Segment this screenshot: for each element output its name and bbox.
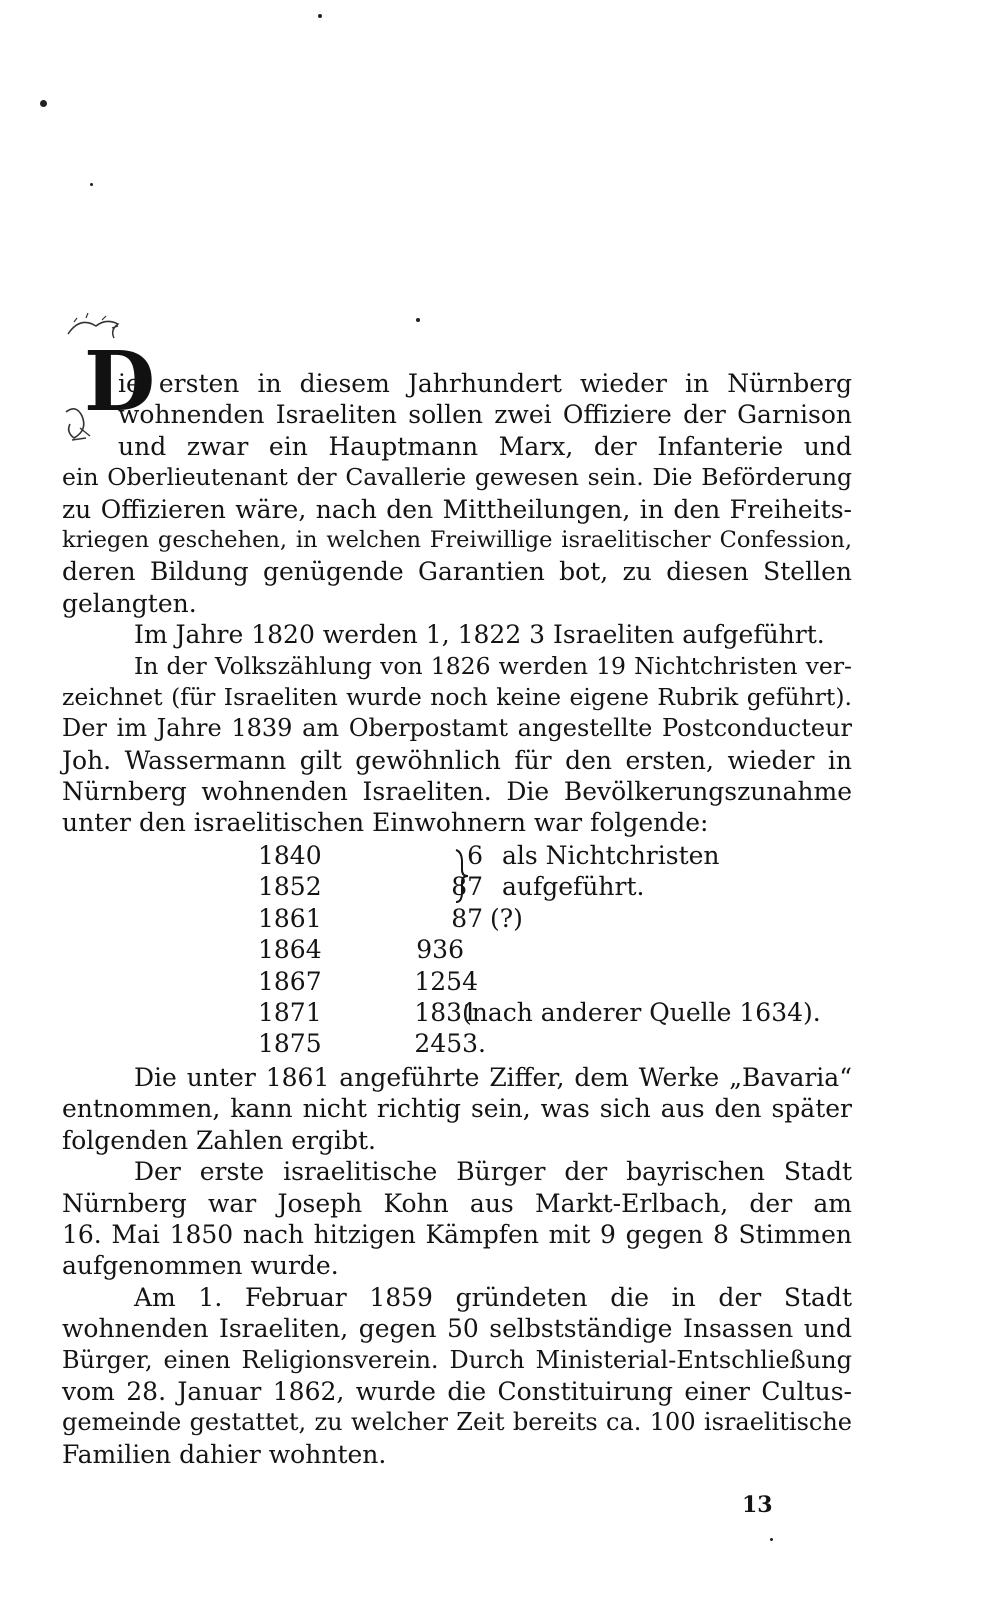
text-line: Joh. Wassermann gilt gewöhnlich für den ersten, wieder in bbox=[62, 745, 852, 775]
brace-icon bbox=[452, 848, 472, 904]
text-line: entnommen, kann nicht richtig sein, was sich aus den später bbox=[62, 1094, 852, 1124]
table-row bbox=[258, 934, 858, 965]
table-value: 1254 bbox=[414, 966, 478, 996]
table-year: 1864 bbox=[258, 935, 322, 965]
text-line: unter den israelitischen Einwohnern war folgende: bbox=[62, 808, 709, 838]
text-line: zeichnet (für Israeliten wurde noch keine eigene Rubrik geführt). bbox=[62, 682, 852, 711]
table-value: 936 bbox=[416, 935, 464, 965]
text-line: zu Offizieren wäre, nach den Mittheilungen, in den Freiheits- bbox=[62, 494, 852, 524]
text-line: In der Volkszählung von 1826 werden 19 Nichtchristen ver- bbox=[134, 651, 852, 680]
table-row bbox=[258, 966, 858, 997]
text-line: Nürnberg war Joseph Kohn aus Markt-Erlbach, der am bbox=[62, 1188, 852, 1218]
table-row bbox=[258, 1028, 858, 1059]
text-line: Im Jahre 1820 werden 1, 1822 3 Israeliten aufgeführt. bbox=[134, 620, 825, 650]
print-speck bbox=[770, 1538, 773, 1541]
text-line: gemeinde gestattet, zu welcher Zeit bereits ca. 100 israelitische bbox=[62, 1408, 852, 1437]
text-line: ein Oberlieutenant der Cavallerie gewesen sein. Die Beförderung bbox=[62, 463, 852, 492]
print-speck bbox=[40, 100, 47, 107]
table-value: 6 bbox=[467, 841, 483, 870]
table-value: 87 bbox=[451, 903, 483, 933]
text-line: Der im Jahre 1839 am Oberpostamt angestellte Postconducteur bbox=[62, 714, 852, 743]
text-line: vom 28. Januar 1862, wurde die Constituirung einer Cultus- bbox=[62, 1376, 852, 1406]
page-number: 13 bbox=[742, 1492, 773, 1518]
table-note: aufgeführt. bbox=[502, 872, 645, 902]
text-line: Am 1. Februar 1859 gründeten die in der Stadt bbox=[134, 1282, 852, 1312]
table-value: 87 bbox=[451, 872, 483, 902]
table-row bbox=[258, 903, 858, 934]
text-line: wohnenden Israeliten sollen zwei Offiziere der Garnison bbox=[118, 400, 852, 430]
table-year: 1852 bbox=[258, 872, 322, 902]
text-line: kriegen geschehen, in welchen Freiwillige israelitischer Confession, bbox=[62, 526, 852, 553]
table-note: als Nichtchristen bbox=[502, 841, 720, 870]
text-line: und zwar ein Hauptmann Marx, der Infanterie und bbox=[118, 431, 852, 461]
population-table bbox=[258, 840, 858, 1060]
table-year: 1861 bbox=[258, 903, 322, 933]
text-line: ie ersten in diesem Jahrhundert wieder in Nürnberg bbox=[118, 369, 852, 398]
print-speck bbox=[416, 318, 420, 322]
table-value: 1831 bbox=[414, 997, 478, 1027]
print-speck bbox=[90, 183, 93, 186]
text-line: Familien dahier wohnten. bbox=[62, 1439, 387, 1469]
text-line: Nürnberg wohnenden Israeliten. Die Bevölkerungszunahme bbox=[62, 777, 852, 807]
text-line: Der erste israelitische Bürger der bayrischen Stadt bbox=[134, 1157, 852, 1187]
table-year: 1840 bbox=[258, 841, 322, 870]
table-note: (nach anderer Quelle 1634). bbox=[462, 997, 821, 1027]
table-year: 1875 bbox=[258, 1029, 322, 1059]
text-line: folgenden Zahlen ergibt. bbox=[62, 1125, 377, 1155]
table-value: 2453. bbox=[414, 1029, 486, 1059]
intro-paragraph bbox=[62, 368, 852, 839]
text-line: Die unter 1861 angeführte Ziffer, dem Werke „Bavaria“ bbox=[134, 1063, 852, 1092]
text-line: gelangten. bbox=[62, 588, 197, 618]
print-speck bbox=[318, 14, 322, 18]
table-note: (?) bbox=[490, 903, 523, 933]
table-year: 1871 bbox=[258, 997, 322, 1027]
table-year: 1867 bbox=[258, 966, 322, 996]
table-row bbox=[258, 997, 858, 1028]
text-line: deren Bildung genügende Garantien bot, zu diesen Stellen bbox=[62, 557, 852, 587]
table-row bbox=[258, 840, 858, 871]
text-line: aufgenommen wurde. bbox=[62, 1251, 339, 1281]
text-line: wohnenden Israeliten, gegen 50 selbstständige Insassen und bbox=[62, 1314, 852, 1344]
table-row bbox=[258, 871, 858, 902]
text-line: Bürger, einen Religionsverein. Durch Ministerial-Entschließung bbox=[62, 1345, 852, 1374]
drop-cap-letter: D bbox=[84, 334, 156, 430]
closing-paragraphs bbox=[62, 1062, 852, 1470]
text-line: 16. Mai 1850 nach hitzigen Kämpfen mit 9 gegen 8 Stimmen bbox=[62, 1219, 852, 1249]
